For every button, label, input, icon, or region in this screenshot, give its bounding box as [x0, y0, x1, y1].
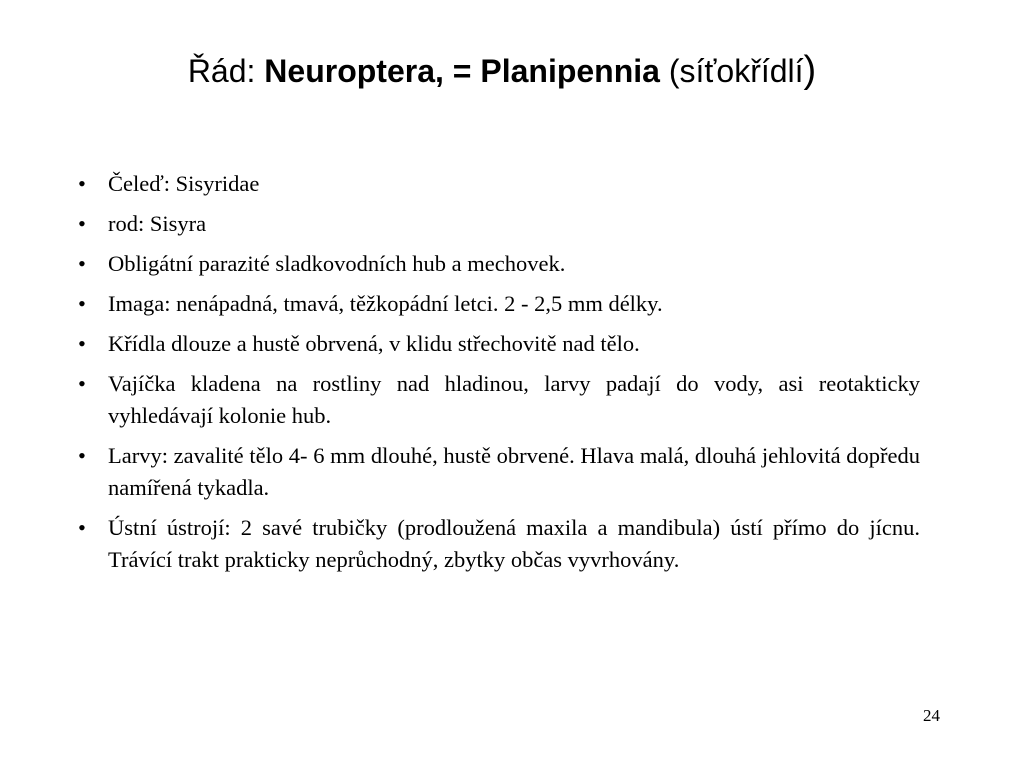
bullet-icon: •: [78, 331, 86, 356]
bullet-list: [72, 168, 920, 584]
title-prefix: Řád:: [187, 53, 265, 89]
bullet-icon: •: [78, 251, 86, 276]
page-number: 24: [923, 706, 940, 725]
bullet-icon: •: [78, 211, 86, 236]
bullet-text: Čeleď: Sisyridae: [108, 171, 260, 196]
bullet-item-family: [72, 168, 920, 200]
bullet-item-mouthparts: [72, 512, 920, 576]
bullet-item-eggs: [72, 368, 920, 432]
bullet-icon: •: [78, 291, 86, 316]
bullet-item-imago: [72, 288, 920, 320]
bullet-icon: •: [78, 515, 86, 540]
bullet-text: Larvy: zavalité tělo 4- 6 mm dlouhé, hustě obrvené. Hlava malá, dlouhá jehlovitá dopředu namířená tykadla.: [108, 443, 920, 500]
bullet-icon: •: [78, 371, 86, 396]
slide-title: [0, 48, 1004, 93]
bullet-item-larvae: [72, 440, 920, 504]
bullet-icon: •: [78, 443, 86, 468]
bullet-text: Ústní ústrojí: 2 savé trubičky (prodloužená maxila a mandibula) ústí přímo do jícnu. Trávící trakt prakticky neprůchodný, zbytky občas vyvrhovány.: [108, 515, 920, 572]
bullet-text: Vajíčka kladena na rostliny nad hladinou, larvy padají do vody, asi reotakticky vyhledávají kolonie hub.: [108, 371, 920, 428]
bullet-item-parasites: [72, 248, 920, 280]
title-order-name: Neuroptera, = Planipennia: [264, 53, 660, 89]
title-common-name: (síťokřídlí: [659, 53, 804, 89]
title-close-paren: ): [803, 49, 817, 91]
bullet-item-wings: [72, 328, 920, 360]
bullet-text: Křídla dlouze a hustě obrvená, v klidu střechovitě nad tělo.: [108, 331, 640, 356]
bullet-text: rod: Sisyra: [108, 211, 207, 236]
bullet-item-genus: [72, 208, 920, 240]
bullet-icon: •: [78, 171, 86, 196]
bullet-text: Imaga: nenápadná, tmavá, těžkopádní letci. 2 - 2,5 mm délky.: [108, 291, 663, 316]
bullet-text: Obligátní parazité sladkovodních hub a mechovek.: [108, 251, 566, 276]
